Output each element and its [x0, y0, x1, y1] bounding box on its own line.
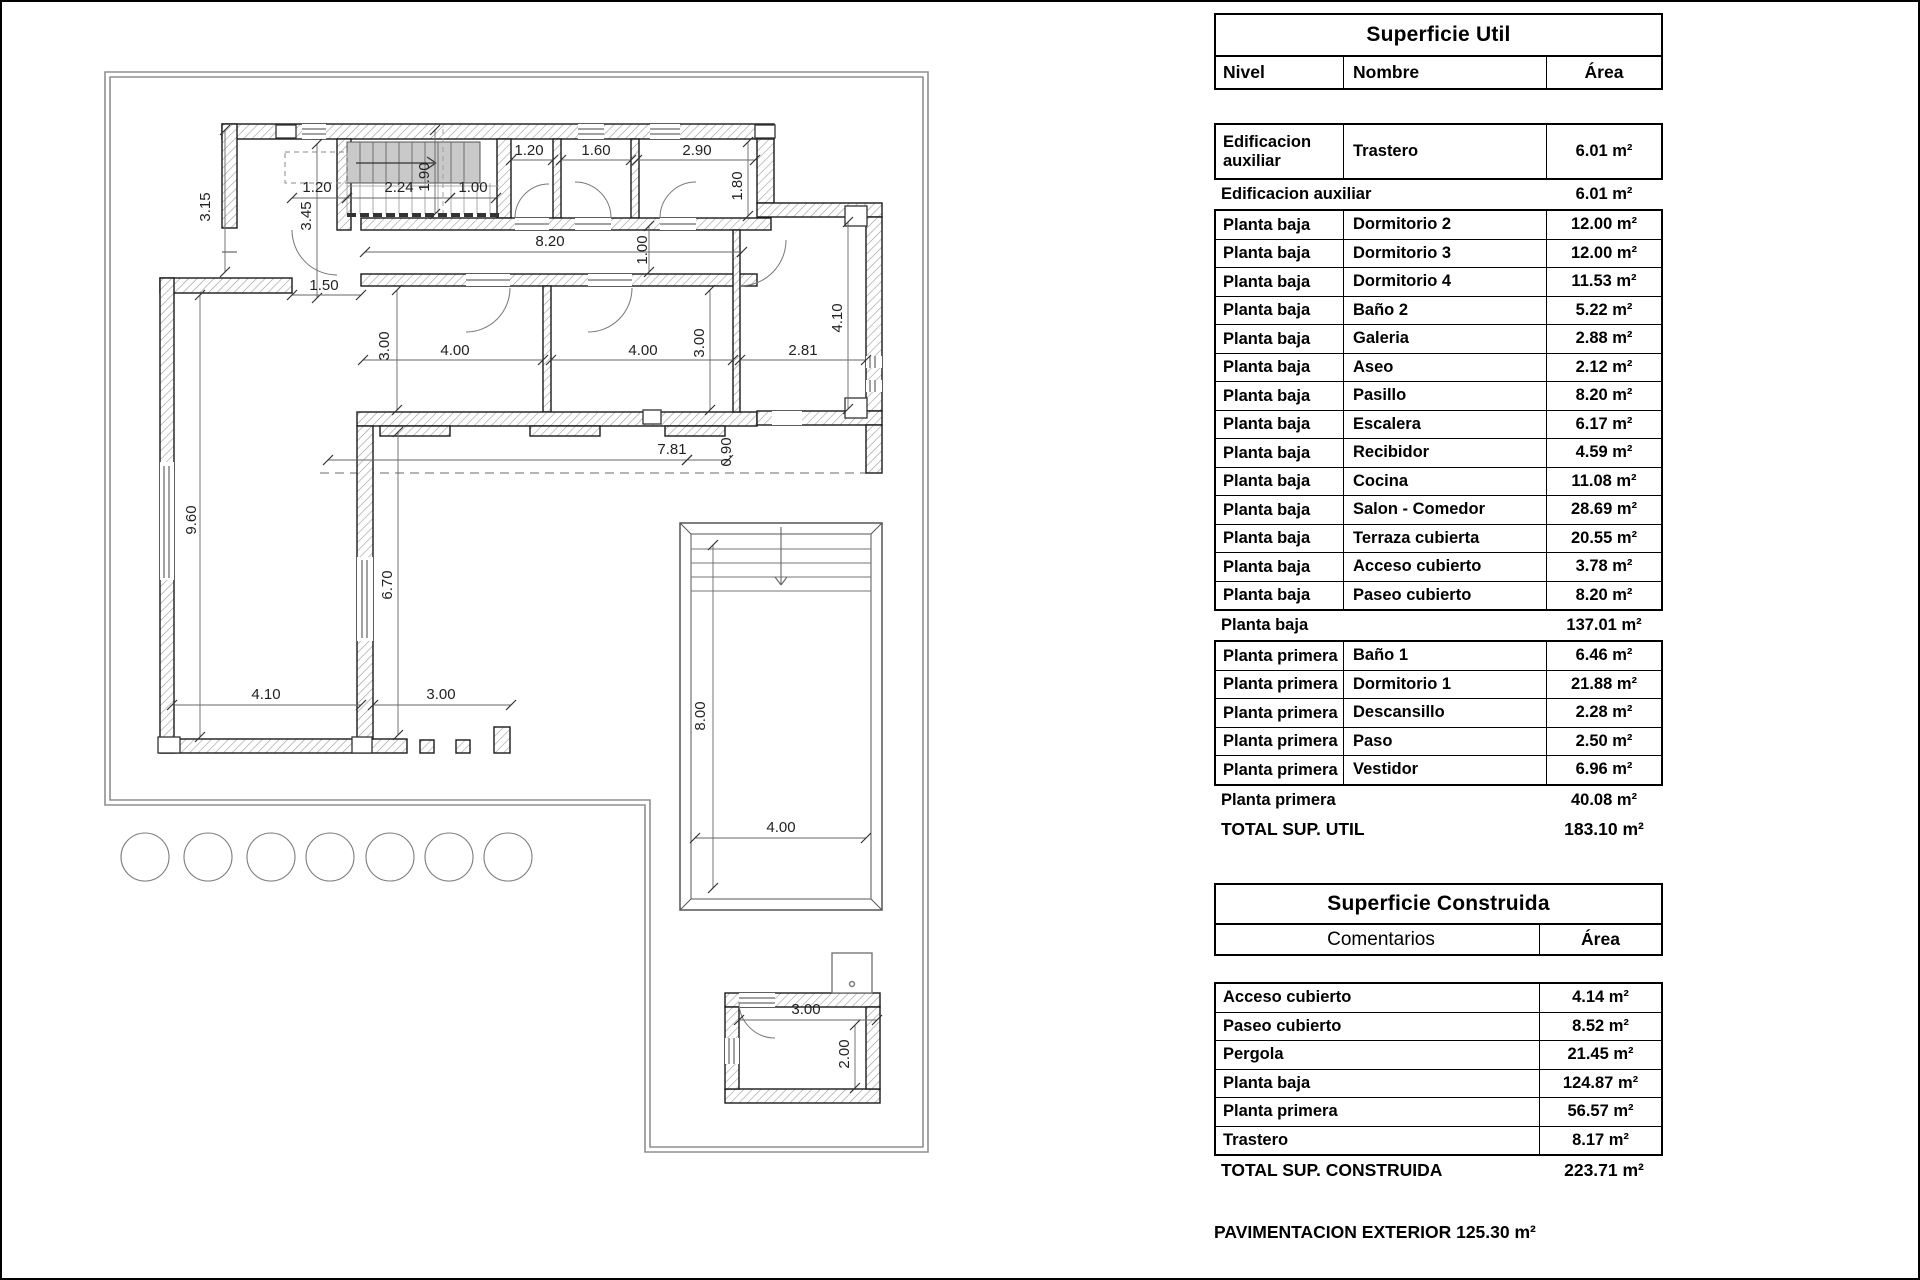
cell-area: 8.20 m² [1575, 585, 1633, 604]
cell-nivel: Planta baja [1216, 468, 1344, 496]
dimension-label: 1.00 [458, 179, 488, 196]
cell-nivel: Planta baja [1216, 582, 1344, 610]
table-row [1216, 1097, 1661, 1126]
subtotal-value: 40.08 m² [1570, 790, 1638, 809]
table-row [1216, 727, 1661, 756]
table-row [1216, 267, 1661, 296]
cell-area: 2.12 m² [1575, 357, 1633, 376]
dimension-label: 1.80 [729, 171, 746, 201]
table-row [1216, 125, 1661, 178]
cell-comentario: Planta baja [1216, 1070, 1540, 1098]
cell-nivel: Planta primera [1216, 699, 1344, 727]
swimming-pool [680, 523, 882, 910]
table-row [1216, 524, 1661, 553]
cell-area: 6.17 m² [1575, 414, 1633, 433]
dimension-label: 1.20 [302, 179, 332, 196]
cell-nivel: Planta baja [1216, 496, 1344, 524]
subtotal-label: Edificacion auxiliar [1221, 185, 1372, 203]
total-label: TOTAL SUP. CONSTRUIDA [1221, 1160, 1443, 1180]
cell-nombre: Dormitorio 1 [1344, 671, 1547, 699]
dimension-label: 3.15 [197, 192, 214, 222]
cell-nombre: Baño 1 [1344, 642, 1547, 670]
dimension-label: 1.60 [581, 142, 611, 159]
table-row [1216, 239, 1661, 268]
col-header-comentarios: Comentarios [1216, 925, 1540, 954]
outbuilding-shower [832, 953, 872, 993]
table-row [1216, 438, 1661, 467]
table-row [1216, 324, 1661, 353]
cell-area: 21.88 m² [1570, 674, 1638, 693]
util-header-block [1214, 13, 1663, 90]
cell-area: 11.53 m² [1571, 272, 1637, 291]
cell-nivel: Planta primera [1216, 756, 1344, 784]
cell-area: 56.57 m² [1567, 1102, 1634, 1121]
dimension-label: 1.90 [416, 162, 433, 192]
cell-area: 8.17 m² [1572, 1130, 1629, 1149]
cell-comentario: Planta primera [1216, 1098, 1540, 1126]
subtotal-label: Planta primera [1221, 790, 1336, 809]
dimension-label: 1.20 [514, 142, 544, 159]
dimension-label: 6.70 [379, 570, 396, 600]
cell-area: 12.00 m² [1570, 215, 1638, 234]
superficie-construida-table [1214, 883, 1663, 1185]
cell-area: 5.22 m² [1575, 300, 1633, 319]
cell-area: 8.20 m² [1575, 386, 1633, 405]
util-column-headers [1216, 55, 1661, 88]
table-row [1216, 581, 1661, 610]
total-value: 223.71 m² [1564, 1160, 1644, 1180]
dimension-label: 2.24 [384, 179, 414, 196]
util-aux-block [1214, 123, 1663, 180]
construida-rows-block [1214, 982, 1663, 1156]
dimension-label: 0.90 [718, 437, 735, 467]
cell-area: 11.08 m² [1571, 471, 1637, 490]
cell-nivel: Planta baja [1216, 297, 1344, 325]
cell-nombre: Trastero [1344, 125, 1547, 178]
cell-nombre: Recibidor [1344, 439, 1547, 467]
table-row [1216, 495, 1661, 524]
subtotal-value: 137.01 m² [1566, 616, 1642, 634]
dimension-label: 1.00 [634, 235, 651, 265]
cell-nivel: Edificacion auxiliar [1216, 125, 1344, 178]
cell-nombre: Baño 2 [1344, 297, 1547, 325]
table-row [1216, 755, 1661, 784]
table-row [1216, 353, 1661, 382]
total-label: TOTAL SUP. UTIL [1221, 818, 1365, 839]
subtotal-label: Planta baja [1221, 616, 1309, 634]
util-planta-baja-block [1214, 209, 1663, 611]
table-row [1216, 467, 1661, 496]
cell-nivel: Planta baja [1216, 439, 1344, 467]
trees-row [121, 833, 532, 881]
dimension-label: 3.00 [426, 686, 456, 703]
subtotal-row [1214, 786, 1663, 815]
table-row [1216, 1126, 1661, 1155]
cell-comentario: Pergola [1216, 1041, 1540, 1069]
subtotal-row [1214, 611, 1663, 640]
cell-nombre: Escalera [1344, 411, 1547, 439]
table-row [1216, 642, 1661, 670]
table-row [1216, 552, 1661, 581]
table-row [1216, 211, 1661, 239]
cell-nombre: Terraza cubierta [1344, 525, 1547, 553]
dimension-label: 9.60 [183, 505, 200, 535]
cell-area: 8.52 m² [1572, 1016, 1629, 1035]
cell-area: 2.50 m² [1575, 731, 1633, 750]
cell-nivel: Planta primera [1216, 671, 1344, 699]
cell-nombre: Paso [1344, 728, 1547, 756]
cell-nivel: Planta baja [1216, 553, 1344, 581]
col-header-area: Área [1584, 62, 1624, 82]
cell-comentario: Paseo cubierto [1216, 1013, 1540, 1041]
dimension-label: 1.50 [309, 277, 339, 294]
table-row [1216, 698, 1661, 727]
construida-column-headers [1216, 923, 1661, 954]
cell-nombre: Descansillo [1344, 699, 1547, 727]
dimension-label: 4.10 [251, 686, 281, 703]
dimension-label: 8.20 [535, 233, 565, 250]
cell-area: 4.14 m² [1572, 988, 1629, 1007]
subtotal-value: 6.01 m² [1575, 185, 1633, 203]
cell-nombre: Aseo [1344, 354, 1547, 382]
cell-nombre: Galeria [1344, 325, 1547, 353]
dimension-label: 7.81 [657, 441, 687, 458]
cell-area: 124.87 m² [1562, 1073, 1639, 1092]
cell-area: 28.69 m² [1570, 500, 1638, 519]
cell-nombre: Pasillo [1344, 382, 1547, 410]
table-row [1216, 296, 1661, 325]
cell-comentario: Acceso cubierto [1216, 984, 1540, 1012]
cell-area: 6.46 m² [1575, 646, 1633, 665]
cell-nivel: Planta baja [1216, 354, 1344, 382]
col-header-nivel: Nivel [1216, 57, 1344, 88]
dimension-label: 4.00 [440, 342, 470, 359]
cell-nombre: Salon - Comedor [1344, 496, 1547, 524]
table-row [1216, 670, 1661, 699]
cell-nombre: Dormitorio 2 [1344, 211, 1547, 239]
dimension-label: 4.00 [766, 819, 796, 836]
dimension-label: 2.81 [788, 342, 818, 359]
util-planta-primera-block [1214, 640, 1663, 786]
dimension-label: 3.45 [298, 201, 315, 231]
dimension-label: 2.90 [682, 142, 712, 159]
pavimentacion-note: PAVIMENTACION EXTERIOR 125.30 m² [1214, 1222, 1536, 1242]
superficie-util-table [1214, 13, 1663, 844]
construida-header-block [1214, 883, 1663, 956]
cell-area: 6.01 m² [1575, 142, 1633, 160]
dimension-label: 8.00 [692, 701, 709, 731]
table-row [1216, 1069, 1661, 1098]
cell-nombre: Dormitorio 4 [1344, 268, 1547, 296]
dimension-label: 3.00 [376, 331, 393, 361]
cell-nivel: Planta primera [1216, 728, 1344, 756]
cell-area: 20.55 m² [1570, 528, 1638, 547]
dimension-label: 4.00 [628, 342, 658, 359]
cell-nivel: Planta baja [1216, 325, 1344, 353]
construida-table-title: Superficie Construida [1327, 892, 1550, 915]
cell-nivel: Planta baja [1216, 525, 1344, 553]
cell-nivel: Planta primera [1216, 642, 1344, 670]
cell-comentario: Trastero [1216, 1127, 1540, 1155]
cell-area: 21.45 m² [1567, 1045, 1634, 1064]
cell-nivel: Planta baja [1216, 382, 1344, 410]
col-header-nombre: Nombre [1344, 57, 1547, 88]
cell-nombre: Cocina [1344, 468, 1547, 496]
cell-nombre: Vestidor [1344, 756, 1547, 784]
cell-nivel: Planta baja [1216, 268, 1344, 296]
cell-area: 4.59 m² [1575, 443, 1633, 462]
table-row [1216, 1012, 1661, 1041]
cell-nombre: Acceso cubierto [1344, 553, 1547, 581]
cell-nivel: Planta baja [1216, 211, 1344, 239]
dimension-label: 2.00 [836, 1039, 853, 1069]
cell-area: 12.00 m² [1570, 243, 1638, 262]
cell-area: 3.78 m² [1575, 557, 1633, 576]
col-header-area: Área [1581, 929, 1620, 949]
cell-nivel: Planta baja [1216, 240, 1344, 268]
table-row [1216, 1040, 1661, 1069]
total-sup-util-row [1214, 815, 1663, 844]
cell-nombre: Dormitorio 3 [1344, 240, 1547, 268]
util-table-title: Superficie Util [1366, 23, 1511, 46]
table-row [1216, 381, 1661, 410]
dimension-label: 3.00 [691, 328, 708, 358]
cell-area: 2.28 m² [1575, 703, 1633, 722]
cell-nombre: Paseo cubierto [1344, 582, 1547, 610]
table-row [1216, 984, 1661, 1012]
cell-area: 6.96 m² [1575, 760, 1633, 779]
total-sup-construida-row [1214, 1156, 1663, 1185]
cell-area: 2.88 m² [1575, 329, 1633, 348]
dimension-label: 3.00 [791, 1001, 821, 1018]
total-value: 183.10 m² [1564, 818, 1644, 839]
dimension-label: 4.10 [829, 303, 846, 333]
cell-nivel: Planta baja [1216, 411, 1344, 439]
table-row [1216, 410, 1661, 439]
subtotal-row [1214, 180, 1663, 209]
